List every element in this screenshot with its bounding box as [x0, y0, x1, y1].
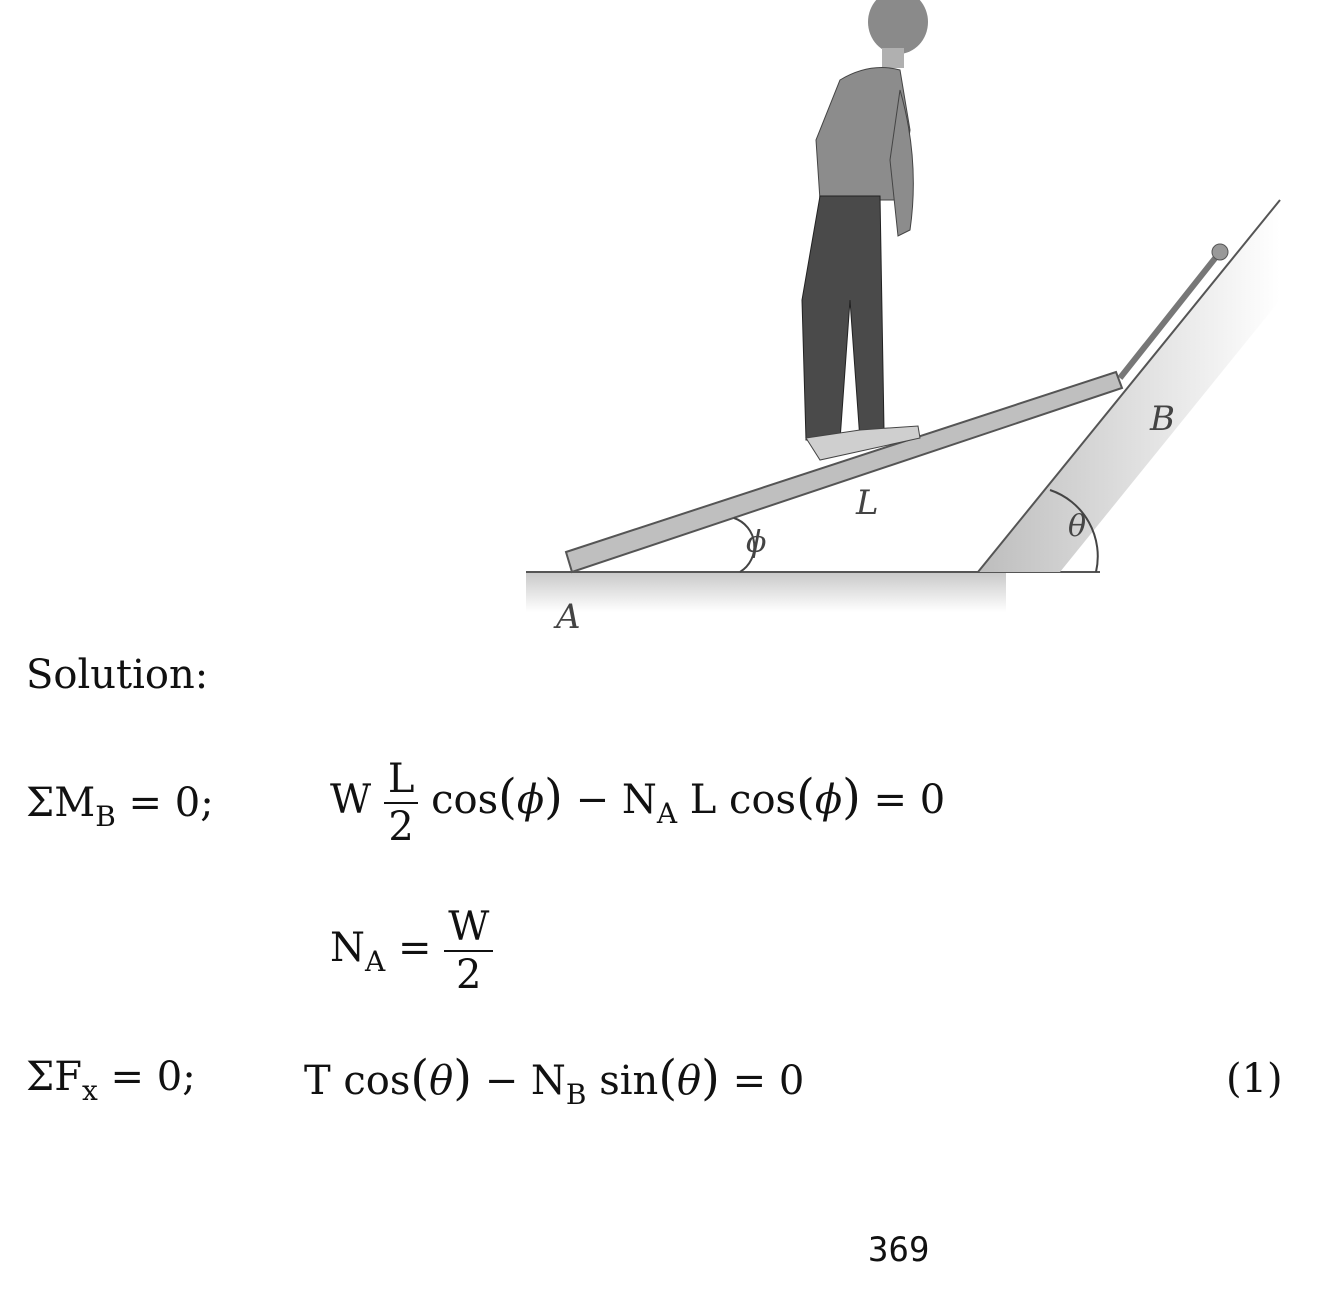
eq3-condition: $\Sigma F_x = 0$;	[26, 1054, 196, 1107]
solution-label: Solution:	[26, 652, 209, 698]
eq1-fraction: $\frac{L}{2}$	[384, 756, 419, 850]
cable-anchor	[1212, 244, 1228, 260]
eq3-expression: T $\cos(\theta) - N_B$ sin(θ) = 0	[304, 1050, 805, 1111]
incline-line	[978, 200, 1280, 572]
figure-man-on-plank	[520, 0, 1310, 640]
ground	[526, 572, 1006, 612]
page-number: 369	[868, 1230, 930, 1270]
label-phi: ϕ	[746, 525, 767, 560]
eq2-fraction: $\frac{W}{2}$	[444, 904, 493, 998]
equation-number: (1)	[1226, 1056, 1283, 1102]
label-B: B	[1150, 399, 1175, 439]
label-A: A	[556, 597, 581, 637]
eq1-expression: W $\frac{L}{2}$ $\cos(\phi) - N_A$ L cos(ϕ) = 0	[330, 756, 946, 850]
eq2-expression: $N_A$ = $\frac{W}{2}$	[330, 904, 493, 998]
eq1-condition: $\Sigma M_B = 0$;	[26, 780, 214, 833]
plank-diagram	[520, 0, 1310, 640]
label-L: L	[856, 483, 879, 523]
label-theta: θ	[1068, 509, 1087, 544]
person	[802, 0, 928, 460]
